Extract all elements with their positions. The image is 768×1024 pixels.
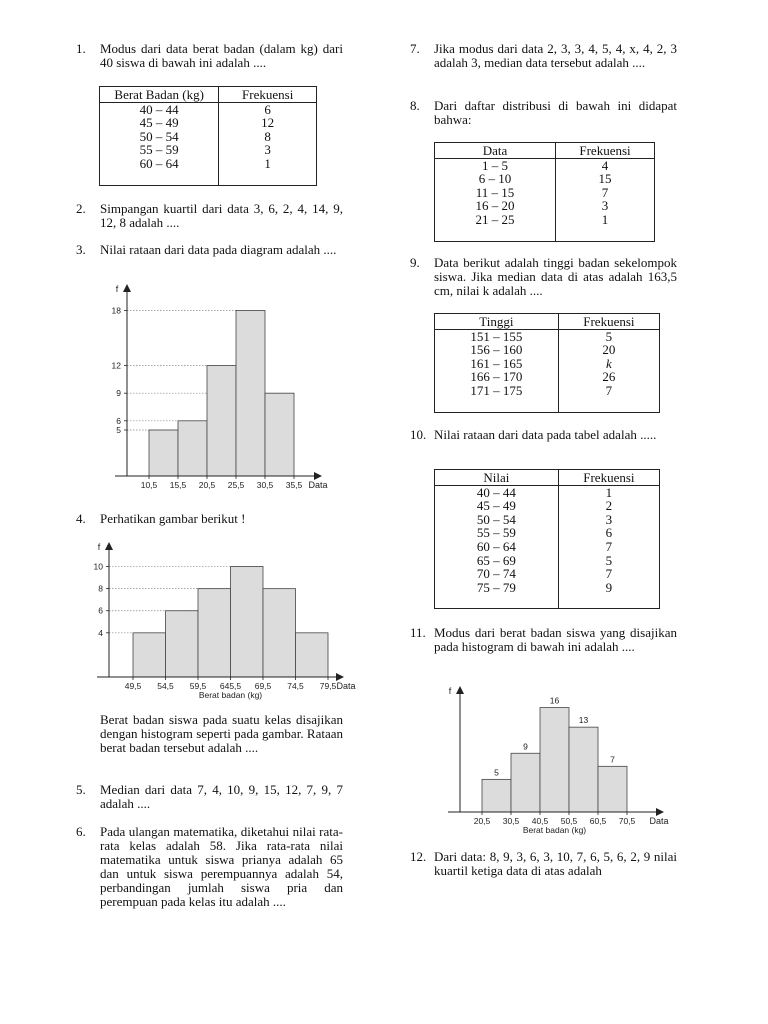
table-row xyxy=(435,384,660,398)
table-row xyxy=(100,157,317,171)
table-cell: 40 – 44 xyxy=(435,485,559,499)
table-row xyxy=(100,130,317,144)
table-cell: 50 – 54 xyxy=(100,130,219,144)
x-tick-label: 49,5 xyxy=(124,681,142,691)
table-cell: 50 – 54 xyxy=(435,513,559,527)
x-tick-label: 30,5 xyxy=(256,480,274,490)
question-5: 5. Median dari data 7, 4, 10, 9, 15, 12, 7, 9, 7 adalah .... xyxy=(76,782,343,811)
table-row xyxy=(435,485,660,499)
y-axis-label: f xyxy=(448,686,452,696)
table-row xyxy=(435,357,660,371)
question-8: 8. Dari daftar distribusi di bawah ini didapat bahwa: xyxy=(410,98,677,127)
table-cell: 55 – 59 xyxy=(100,143,219,157)
x-axis-title: Berat badan (kg) xyxy=(198,690,263,700)
question-4: 4. Perhatikan gambar berikut ! xyxy=(76,511,246,526)
bar-data-label: 5 xyxy=(494,767,499,778)
table-cell: 151 – 155 xyxy=(435,329,559,343)
x-axis-label: Data xyxy=(336,681,356,691)
bar-data-label: 9 xyxy=(523,741,528,752)
x-tick-label: 54,5 xyxy=(157,681,174,691)
table-cell: 4 xyxy=(556,158,655,172)
x-tick-label: 20,5 xyxy=(473,816,491,826)
y-tick-label: 8 xyxy=(98,583,103,594)
x-tick-label: 25,5 xyxy=(227,480,245,490)
table-cell: 65 – 69 xyxy=(435,554,559,568)
table-cell: 55 – 59 xyxy=(435,526,559,540)
table-cell: 7 xyxy=(556,186,655,200)
histogram-question-3 xyxy=(100,280,340,495)
question-12: 12. Dari data: 8, 9, 3, 6, 3, 10, 7, 6, 5, 6, 2, 9 nilai kuartil ketiga data di atas adalah xyxy=(410,849,677,878)
y-tick-label: 18 xyxy=(111,305,121,316)
histogram-bar xyxy=(133,633,166,677)
table-cell: 40 – 44 xyxy=(100,102,219,116)
histogram-bar xyxy=(296,633,329,677)
bar-data-label: 16 xyxy=(549,695,560,706)
y-tick-label: 6 xyxy=(98,605,103,616)
table-cell: 1 – 5 xyxy=(435,158,556,172)
question-7: 7. Jika modus dari data 2, 3, 3, 4, 5, 4, x, 4, 2, 3 adalah 3, median data tersebut adalah .... xyxy=(410,41,677,70)
table-cell: 1 xyxy=(219,157,317,171)
x-tick-label: 60,5 xyxy=(589,816,607,826)
histogram-bar xyxy=(263,589,296,677)
table-row xyxy=(100,116,317,130)
histogram-bar xyxy=(231,567,264,677)
x-tick-label: 69,5 xyxy=(254,681,272,691)
y-tick-label: 4 xyxy=(98,627,103,638)
x-tick-label: 74,5 xyxy=(287,681,304,691)
y-tick-label: 5 xyxy=(116,425,121,435)
table-row xyxy=(435,158,655,172)
table-row xyxy=(435,540,660,554)
x-axis-label: Data xyxy=(649,816,669,826)
histogram-bar xyxy=(178,421,207,476)
table-cell: 60 – 64 xyxy=(435,540,559,554)
histogram-bar xyxy=(166,611,199,677)
table-cell: 12 xyxy=(219,116,317,130)
y-axis-label: f xyxy=(97,542,101,552)
table-row xyxy=(435,172,655,186)
table-cell: 26 xyxy=(558,370,659,384)
table-header-cell: Frekuensi xyxy=(558,470,659,486)
table-cell: 75 – 79 xyxy=(435,581,559,595)
table-cell: 3 xyxy=(558,513,659,527)
table-cell: 5 xyxy=(558,554,659,568)
question-1: 1. Modus dari data berat badan (dalam kg) dari 40 siswa di bawah ini adalah .... xyxy=(76,41,343,70)
x-tick-label: 30,5 xyxy=(502,816,520,826)
table-cell: 7 xyxy=(558,384,659,398)
x-axis-label: Data xyxy=(308,480,328,490)
table-cell: 166 – 170 xyxy=(435,370,559,384)
x-tick-label: 20,5 xyxy=(198,480,216,490)
table-cell: 16 – 20 xyxy=(435,199,556,213)
table-cell: 20 xyxy=(558,343,659,357)
table-cell: 60 – 64 xyxy=(100,157,219,171)
bar-data-label: 13 xyxy=(578,715,589,726)
table-cell: 2 xyxy=(558,499,659,513)
table-cell: 6 – 10 xyxy=(435,172,556,186)
table-cell: 45 – 49 xyxy=(435,499,559,513)
table-row xyxy=(435,370,660,384)
histogram-bar xyxy=(198,589,231,677)
table-cell: 11 – 15 xyxy=(435,186,556,200)
x-axis-title: Berat badan (kg) xyxy=(522,825,587,835)
question-10: 10. Nilai rataan dari data pada tabel adalah ..... xyxy=(410,427,657,442)
question-11: 11. Modus dari berat badan siswa yang disajikan pada histogram di bawah ini adalah .... xyxy=(410,625,677,654)
table-row xyxy=(435,199,655,213)
table-header-cell: Data xyxy=(435,143,556,159)
table-cell: 7 xyxy=(558,567,659,581)
table-header-cell: Frekuensi xyxy=(219,87,317,103)
table-cell: 171 – 175 xyxy=(435,384,559,398)
histogram-bar xyxy=(149,430,178,476)
histogram-bar xyxy=(569,727,598,812)
table-header-cell: Tinggi xyxy=(435,314,559,330)
x-tick-label: 15,5 xyxy=(169,480,187,490)
x-tick-label: 50,5 xyxy=(560,816,578,826)
table-cell: 9 xyxy=(558,581,659,595)
y-tick-label: 12 xyxy=(111,360,121,371)
table-cell: 161 – 165 xyxy=(435,357,559,371)
table-cell: 7 xyxy=(558,540,659,554)
table-tinggi xyxy=(434,313,660,413)
table-cell: 1 xyxy=(556,213,655,227)
table-row xyxy=(435,526,660,540)
histogram-bar xyxy=(540,708,569,812)
table-header-cell: Frekuensi xyxy=(556,143,655,159)
table-cell: 45 – 49 xyxy=(100,116,219,130)
x-tick-label: 645,5 xyxy=(219,681,242,691)
table-row xyxy=(100,143,317,157)
question-4-body: Berat badan siswa pada suatu kelas disajikan dengan histogram seperti pada gambar. Rataan berat badan tersebut adalah .... xyxy=(100,712,343,755)
table-row xyxy=(435,186,655,200)
y-tick-label: 10 xyxy=(93,561,103,572)
table-row xyxy=(435,499,660,513)
table-header-cell: Frekuensi xyxy=(558,314,659,330)
table-row xyxy=(435,554,660,568)
table-berat-badan xyxy=(99,86,317,186)
table-header-cell: Berat Badan (kg) xyxy=(100,87,219,103)
table-cell: 6 xyxy=(219,102,317,116)
question-9: 9. Data berikut adalah tinggi badan sekelompok siswa. Jika median data di atas adalah 163,5 cm, nilai k adalah .... xyxy=(410,255,677,298)
table-row xyxy=(435,581,660,595)
histogram-bar xyxy=(236,310,265,476)
table-nilai xyxy=(434,469,660,609)
histogram-bar xyxy=(207,366,236,476)
bar-data-label: 7 xyxy=(610,754,615,765)
table-cell: k xyxy=(558,357,659,371)
x-tick-label: 35,5 xyxy=(285,480,303,490)
table-cell: 156 – 160 xyxy=(435,343,559,357)
histogram-question-4 xyxy=(85,538,365,703)
x-tick-label: 79,5 xyxy=(319,681,337,691)
y-axis-label: f xyxy=(115,284,119,294)
table-row xyxy=(100,102,317,116)
x-tick-label: 59,5 xyxy=(189,681,207,691)
x-tick-label: 10,5 xyxy=(140,480,158,490)
table-cell: 21 – 25 xyxy=(435,213,556,227)
x-tick-label: 70,5 xyxy=(618,816,636,826)
histogram-question-11 xyxy=(440,680,685,835)
table-row xyxy=(435,213,655,227)
x-tick-label: 40,5 xyxy=(531,816,549,826)
table-cell: 6 xyxy=(558,526,659,540)
table-row xyxy=(435,329,660,343)
table-cell: 3 xyxy=(556,199,655,213)
table-cell: 3 xyxy=(219,143,317,157)
table-distribusi xyxy=(434,142,655,242)
histogram-bar xyxy=(598,766,627,812)
table-cell: 5 xyxy=(558,329,659,343)
table-cell: 70 – 74 xyxy=(435,567,559,581)
table-cell: 15 xyxy=(556,172,655,186)
table-row xyxy=(435,513,660,527)
table-row xyxy=(435,343,660,357)
table-cell: 8 xyxy=(219,130,317,144)
histogram-bar xyxy=(511,753,540,812)
y-tick-label: 9 xyxy=(116,388,121,399)
table-row xyxy=(435,567,660,581)
question-3: 3. Nilai rataan dari data pada diagram adalah .... xyxy=(76,242,337,257)
question-2: 2. Simpangan kuartil dari data 3, 6, 2, 4, 14, 9, 12, 8 adalah .... xyxy=(76,201,343,230)
histogram-bar xyxy=(482,779,511,812)
table-cell: 1 xyxy=(558,485,659,499)
question-6: 6. Pada ulangan matematika, diketahui nilai rata-rata kelas adalah 58. Jika rata-rata nilai matematika untuk siswa prianya adalah 65 dan untuk siswa perempuannya adalah 54, perbandingan jumlah siswa pria dan perempuan pada kelas itu adalah .... xyxy=(76,824,343,909)
histogram-bar xyxy=(265,393,294,476)
table-header-cell: Nilai xyxy=(435,470,559,486)
y-tick-label: 6 xyxy=(116,415,121,426)
